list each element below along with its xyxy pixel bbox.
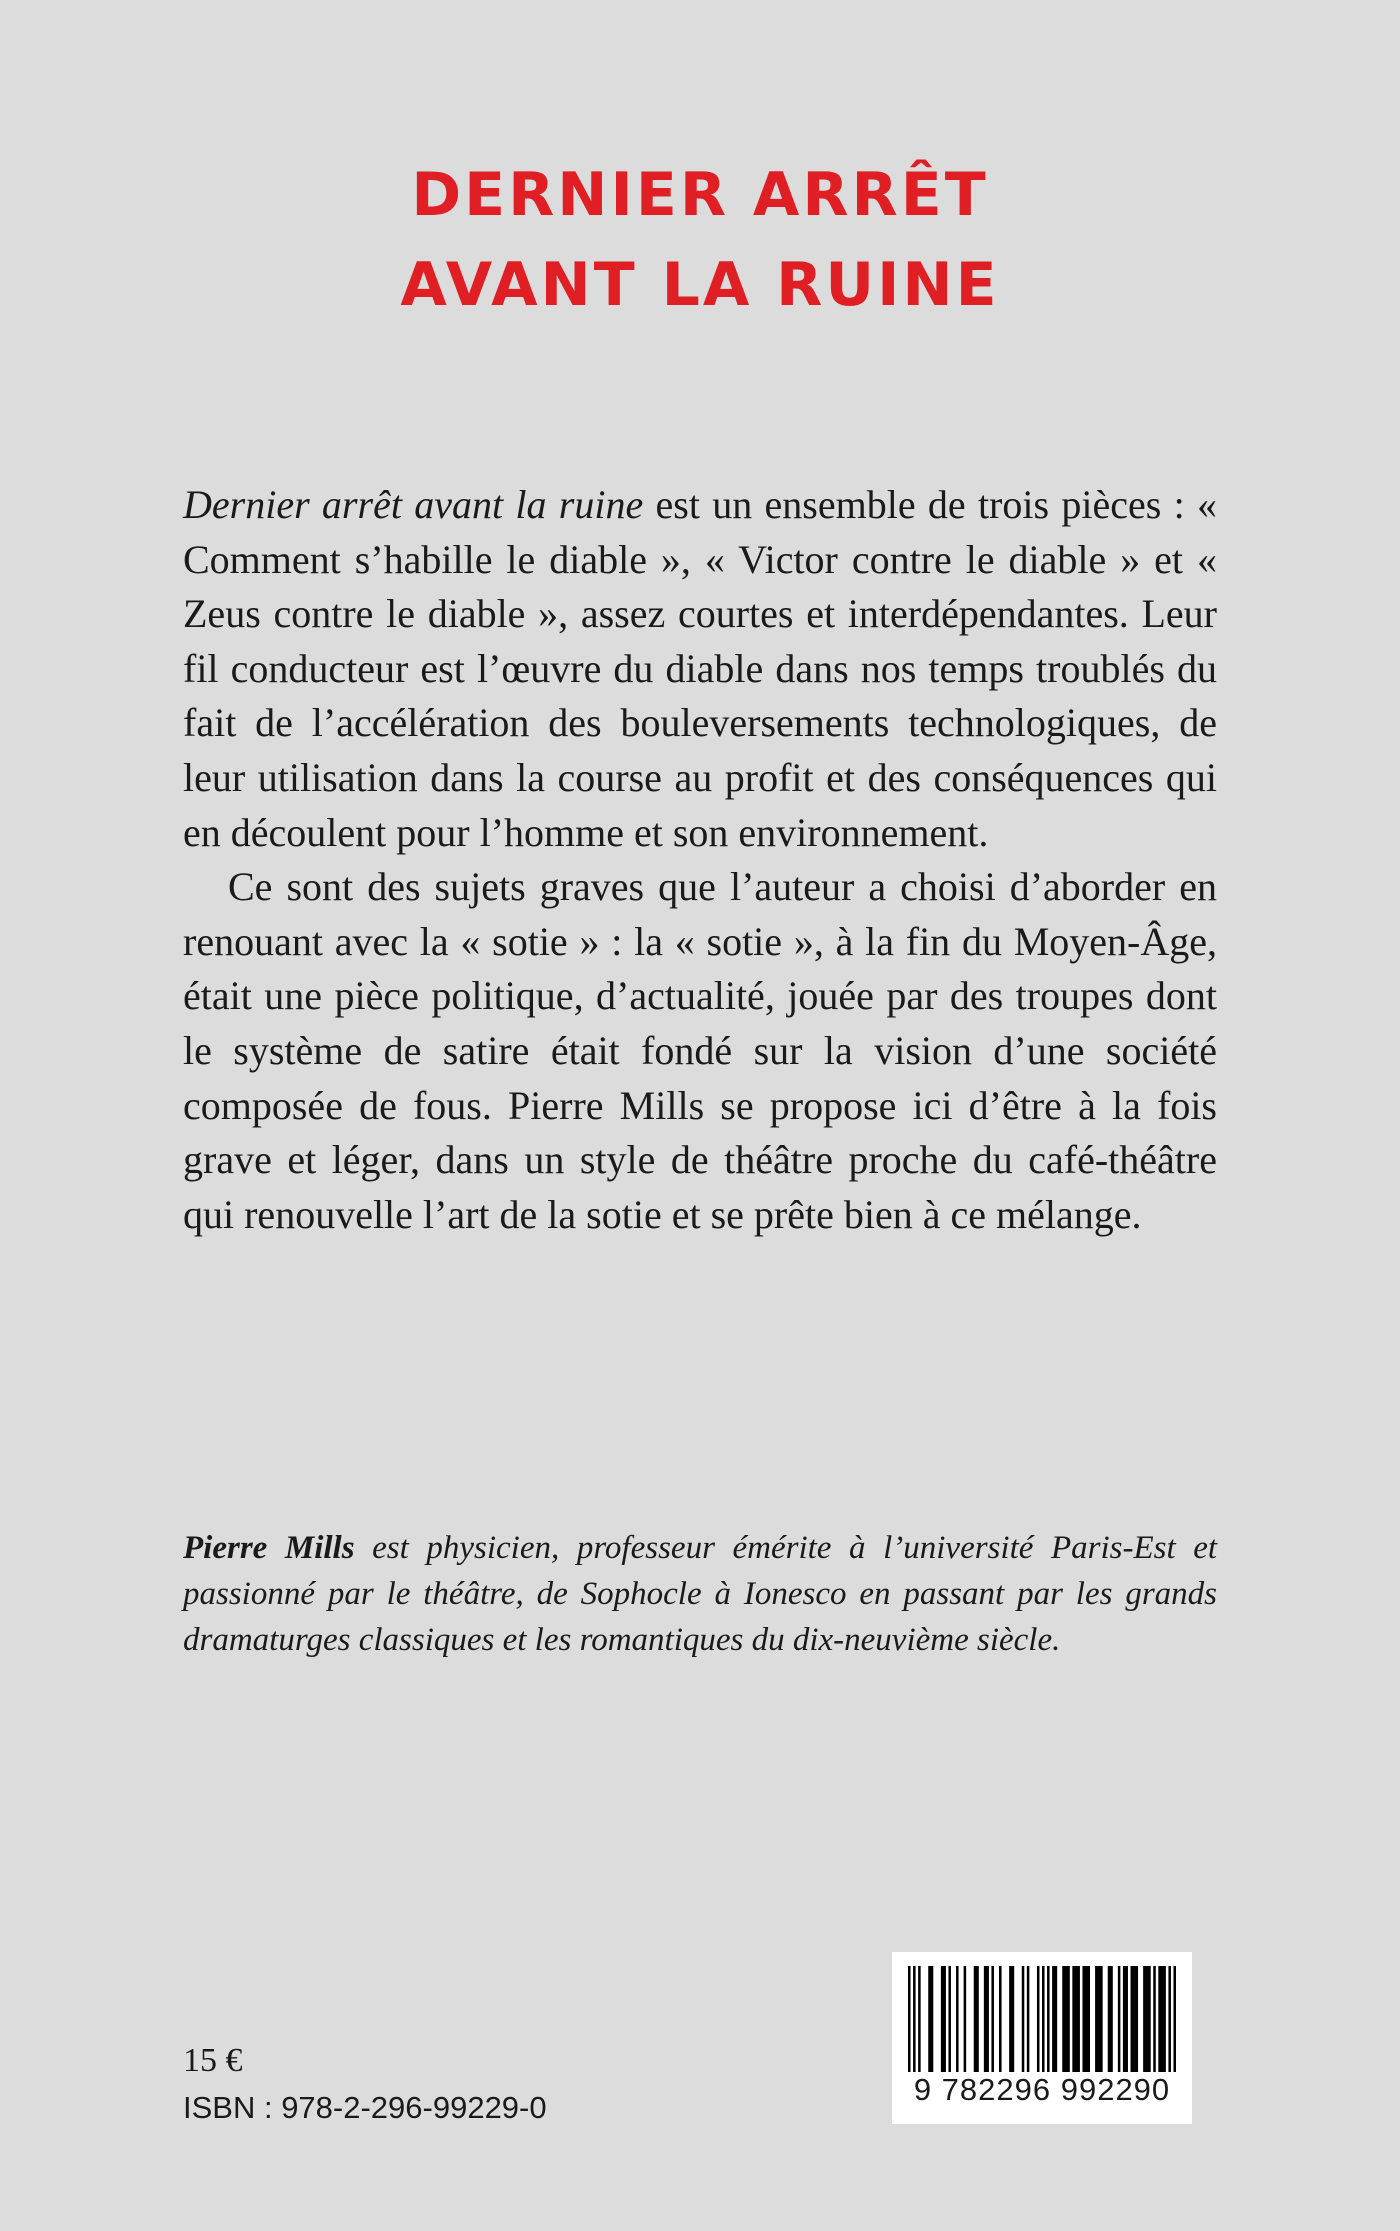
author-bio <box>183 1525 1217 1663</box>
barcode-bar <box>1022 1966 1025 2072</box>
barcode-bar <box>956 1966 959 2072</box>
barcode-bar <box>1009 1966 1014 2072</box>
price: 15 € <box>183 2042 243 2079</box>
barcode-bar <box>1123 1966 1128 2072</box>
barcode-bar <box>991 1966 994 2072</box>
summary-paragraph-1-text: est un ensemble de trois pièces : « Comment s’habille le diable », « Victor contre le diable » et « Zeus contre le diable », assez courtes et interdépendantes. Leur fil conducteur est l’œuvre du diable dans nos temps troublés du fait de l’accélération des bouleversements technologiques, de leur utilisation dans la course au profit et des conséquences qui en découlent pour l’homme et son environnement. <box>183 482 1217 855</box>
barcode-bar <box>984 1966 989 2072</box>
isbn: ISBN : 978-2-296-99229-0 <box>183 2090 547 2125</box>
barcode-bar <box>964 1966 967 2072</box>
title-line-1: DERNIER ARRÊT <box>411 160 989 230</box>
barcode-bar <box>1052 1966 1057 2072</box>
barcode-bar <box>948 1966 951 2072</box>
barcode-bar <box>941 1966 946 2072</box>
barcode-bar <box>1095 1966 1103 2072</box>
barcode-bar <box>913 1966 916 2072</box>
summary-text <box>183 478 1217 1242</box>
title-line-2: AVANT LA RUINE <box>400 250 1000 320</box>
barcode-bar <box>1173 1966 1176 2072</box>
barcode-bar <box>1072 1966 1080 2072</box>
barcode-bars <box>908 1966 1176 2072</box>
barcode-bar <box>908 1966 911 2072</box>
barcode-bar <box>1130 1966 1138 2072</box>
summary-paragraph-2: Ce sont des sujets graves que l’auteur a choisi d’aborder en renouant avec la « sotie » : la « sotie », à la fin du Moyen-Âge, était une pièce politique, d’actualité, jouée par des troupes dont le système de satire était fondé sur la vision d’une société composée de fous. Pierre Mills se propose ici d’être à la fois grave et léger, dans un style de théâtre proche du café-théâtre qui renouvelle l’art de la sotie et se prête bien à ce mélange. <box>183 864 1217 1237</box>
barcode-bar <box>1082 1966 1090 2072</box>
barcode-bar <box>1153 1966 1156 2072</box>
book-title <box>0 150 1400 330</box>
barcode-bar <box>974 1966 979 2072</box>
summary-title-italic: Dernier arrêt avant la ruine <box>183 482 644 527</box>
barcode-bar <box>1118 1966 1121 2072</box>
barcode-bar <box>1168 1966 1171 2072</box>
barcode-bar <box>918 1966 921 2072</box>
barcode-bar <box>928 1966 933 2072</box>
author-bio-text: est physicien, professeur émérite à l’université Paris-Est et passionné par le théâtre, de Sophocle à Ionesco en passant par les grands dramaturges classiques et les romantiques du dix-neuvième siècle. <box>183 1530 1218 1658</box>
barcode-bar <box>1108 1966 1113 2072</box>
author-name: Pierre Mills <box>183 1530 355 1566</box>
barcode-bar <box>1158 1966 1166 2072</box>
barcode-digits: 9 782296 992290 <box>913 2072 1171 2107</box>
barcode-bar <box>1143 1966 1151 2072</box>
barcode-bar <box>999 1966 1002 2072</box>
barcode-bar <box>1037 1966 1040 2072</box>
barcode-bar <box>1047 1966 1050 2072</box>
barcode-bar <box>1042 1966 1045 2072</box>
barcode-bar <box>1027 1966 1030 2072</box>
barcode-bar <box>1062 1966 1070 2072</box>
barcode <box>892 1952 1192 2124</box>
summary-paragraph-1 <box>183 478 1217 860</box>
